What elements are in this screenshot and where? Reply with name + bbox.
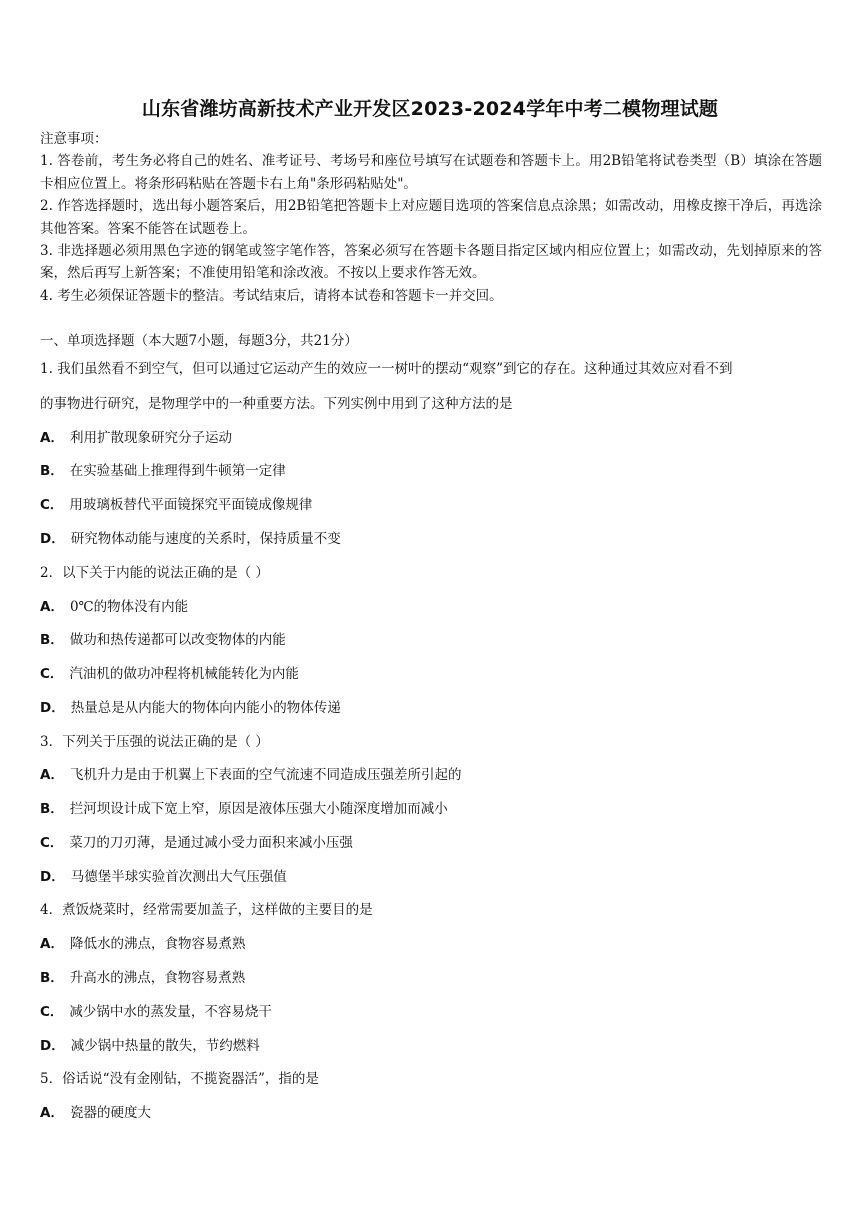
answer-option — [40, 1103, 822, 1123]
answer-option — [40, 664, 822, 684]
answer-option — [40, 934, 822, 954]
answer-option — [40, 765, 822, 785]
option-text: 热量总是从内能大的物体向内能小的物体传递 — [70, 700, 341, 716]
option-text: 减少锅中热量的散失，节约燃料 — [70, 1038, 260, 1054]
option-letter: D． — [40, 531, 65, 547]
option-letter: A． — [40, 936, 64, 952]
option-text: 在实验基础上推理得到牛顿第一定律 — [69, 463, 286, 479]
answer-option — [40, 630, 822, 650]
notes-block — [40, 128, 822, 307]
answer-option — [40, 529, 822, 549]
question-stem: 3．下列关于压强的说法正确的是（ ） — [40, 734, 269, 750]
option-letter: D． — [40, 1038, 65, 1054]
answer-option — [40, 698, 822, 718]
answer-option — [40, 833, 822, 853]
notes-item: 4. 考生必须保证答题卡的整洁。考试结束后，请将本试卷和答题卡一并交回。 — [40, 287, 503, 304]
option-text: 升高水的沸点，食物容易煮熟 — [69, 970, 246, 986]
option-text: 0℃的物体没有内能 — [69, 599, 189, 615]
option-text: 汽油机的做功冲程将机械能转化为内能 — [69, 666, 299, 682]
option-text: 瓷器的硬度大 — [69, 1105, 151, 1121]
option-letter: D． — [40, 869, 65, 885]
option-letter: A． — [40, 1105, 64, 1121]
option-letter: C． — [40, 497, 64, 513]
answer-option — [40, 461, 822, 481]
option-text: 菜刀的刀刃薄，是通过减小受力面积来减小压强 — [69, 835, 353, 851]
option-letter: C． — [40, 666, 64, 682]
answer-option — [40, 1036, 822, 1056]
option-text: 利用扩散现象研究分子运动 — [69, 430, 232, 446]
page-title: 山东省潍坊高新技术产业开发区2023-2024学年中考二模物理试题 — [141, 98, 719, 120]
answer-option — [40, 799, 822, 819]
option-text: 飞机升力是由于机翼上下表面的空气流速不同造成压强差所引起的 — [69, 767, 462, 783]
section-title: 一、单项选择题（本大题7小题，每题3分，共21分） — [40, 333, 358, 349]
option-letter: B． — [40, 632, 64, 648]
option-letter: A． — [40, 430, 64, 446]
option-letter: B． — [40, 801, 64, 817]
notes-item: 2. 作答选择题时，选出每小题答案后，用2B铅笔把答题卡上对应题目选项的答案信息点涂黑；如需改动，用橡皮擦干净后，再选涂其他答案。答案不能答在试题卷上。 — [40, 198, 822, 237]
answer-option — [40, 495, 822, 515]
notes-item: 3. 非选择题必须用黑色字迹的钢笔或签字笔作答，答案必须写在答题卡各题目指定区域内相应位置上；如需改动，先划掉原来的答案，然后再写上新答案；不准使用铅笔和涂改液。不按以上要求作答无效。 — [40, 243, 822, 282]
option-text: 拦河坝设计成下宽上窄，原因是液体压强大小随深度增加而减小 — [69, 801, 448, 817]
answer-option — [40, 968, 822, 988]
answer-option — [40, 597, 822, 617]
option-letter: D． — [40, 700, 65, 716]
option-text: 做功和热传递都可以改变物体的内能 — [69, 632, 286, 648]
question-stem: 4．煮饭烧菜时，经常需要加盖子，这样做的主要目的是 — [40, 902, 373, 918]
option-text: 减少锅中水的蒸发量，不容易烧干 — [69, 1004, 272, 1020]
question-stem: 的事物进行研究，是物理学中的一种重要方法。下列实例中用到了这种方法的是 — [40, 396, 513, 412]
answer-option — [40, 867, 822, 887]
answer-option — [40, 428, 822, 448]
notes-item: 1. 答卷前，考生务必将自己的姓名、准考证号、考场号和座位号填写在试题卷和答题卡上。用2B铅笔将试卷类型（B）填涂在答题卡相应位置上。将条形码粘贴在答题卡右上角"条形码粘贴处"。 — [40, 153, 822, 192]
question-stem: 1. 我们虽然看不到空气，但可以通过它运动产生的效应一一树叶的摆动“观察”到它的存在。这种通过其效应对看不到 — [40, 361, 733, 377]
question-stem: 5．俗话说“没有金刚钻，不揽瓷器活”，指的是 — [40, 1071, 319, 1087]
option-letter: B． — [40, 970, 64, 986]
notes-heading: 注意事项： — [40, 131, 108, 147]
option-letter: A． — [40, 599, 64, 615]
option-text: 用玻璃板替代平面镜探究平面镜成像规律 — [69, 497, 313, 513]
option-text: 研究物体动能与速度的关系时，保持质量不变 — [70, 531, 341, 547]
option-letter: C． — [40, 835, 64, 851]
option-letter: A． — [40, 767, 64, 783]
option-text: 马德堡半球实验首次测出大气压强值 — [70, 869, 287, 885]
answer-option — [40, 1002, 822, 1022]
question-stem: 2．以下关于内能的说法正确的是（ ） — [40, 565, 269, 581]
option-letter: C． — [40, 1004, 64, 1020]
option-text: 降低水的沸点，食物容易煮熟 — [69, 936, 246, 952]
option-letter: B． — [40, 463, 64, 479]
